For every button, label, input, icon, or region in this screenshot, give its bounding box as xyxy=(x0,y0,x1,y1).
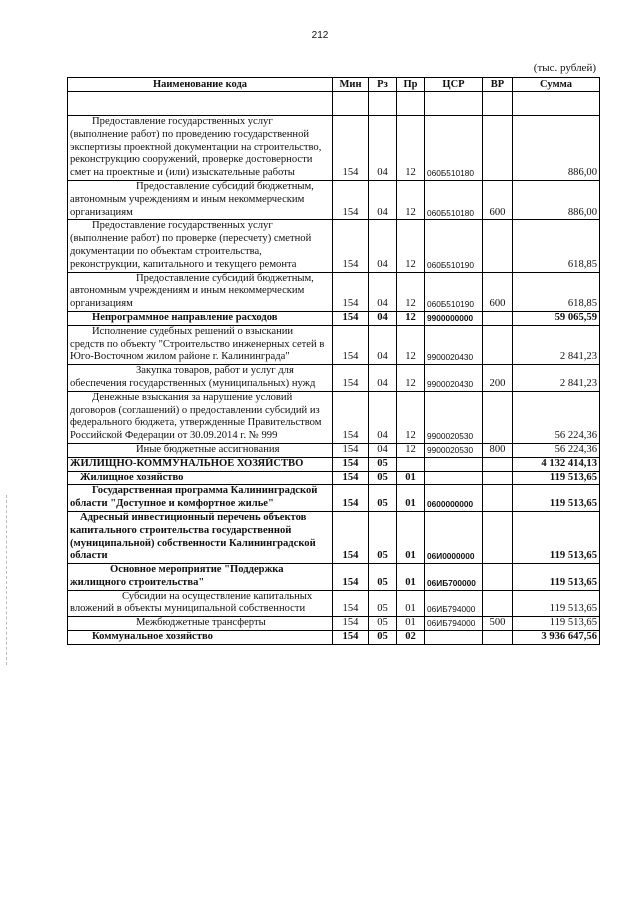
row-sum: 4 132 414,13 xyxy=(513,457,600,471)
row-sum: 56 224,36 xyxy=(513,443,600,457)
row-sum: 56 224,36 xyxy=(513,391,600,443)
row-pr: 01 xyxy=(397,590,425,617)
row-rz: 05 xyxy=(369,590,397,617)
table-row xyxy=(68,325,600,364)
table-row xyxy=(68,590,600,617)
scan-edge-marks xyxy=(6,495,9,665)
row-rz: 05 xyxy=(369,564,397,591)
table-row xyxy=(68,311,600,325)
row-vr: 500 xyxy=(483,617,513,631)
row-rz: 04 xyxy=(369,272,397,311)
row-min: 154 xyxy=(333,443,369,457)
table-row xyxy=(68,485,600,512)
row-vr xyxy=(483,564,513,591)
row-rz xyxy=(369,92,397,116)
row-csr: 060Б510180 xyxy=(425,180,483,219)
row-pr: 12 xyxy=(397,272,425,311)
row-sum: 618,85 xyxy=(513,220,600,272)
row-min: 154 xyxy=(333,471,369,485)
row-min: 154 xyxy=(333,365,369,392)
row-pr xyxy=(397,92,425,116)
row-vr: 200 xyxy=(483,365,513,392)
row-sum: 119 513,65 xyxy=(513,590,600,617)
table-row xyxy=(68,272,600,311)
row-pr: 12 xyxy=(397,116,425,181)
row-rz: 04 xyxy=(369,220,397,272)
row-min: 154 xyxy=(333,511,369,563)
row-vr xyxy=(483,511,513,563)
row-sum: 886,00 xyxy=(513,180,600,219)
row-sum: 119 513,65 xyxy=(513,617,600,631)
row-sum: 618,85 xyxy=(513,272,600,311)
row-name xyxy=(68,92,333,116)
row-csr xyxy=(425,457,483,471)
header-csr: ЦСР xyxy=(425,78,483,92)
row-rz: 05 xyxy=(369,471,397,485)
row-pr: 01 xyxy=(397,471,425,485)
row-rz: 05 xyxy=(369,511,397,563)
row-pr: 12 xyxy=(397,220,425,272)
row-csr: 060Б510190 xyxy=(425,220,483,272)
row-pr: 01 xyxy=(397,511,425,563)
row-name: ЖИЛИЩНО-КОММУНАЛЬНОЕ ХОЗЯЙСТВО xyxy=(68,457,333,471)
row-min: 154 xyxy=(333,631,369,645)
row-pr: 12 xyxy=(397,391,425,443)
row-name: Денежные взыскания за нарушение условий договоров (соглашений) о предоставлении субсидий из федерального бюджета, утвержденные Правительством Российской Федерации от 30.09.2014 г. № 999 xyxy=(68,391,333,443)
row-pr: 12 xyxy=(397,365,425,392)
table-row xyxy=(68,92,600,116)
row-name: Предоставление субсидий бюджетным, автономным учреждениям и иным некоммерческим организациям xyxy=(68,272,333,311)
table-header-row xyxy=(68,78,600,92)
row-sum: 2 841,23 xyxy=(513,365,600,392)
row-rz: 04 xyxy=(369,365,397,392)
row-sum: 119 513,65 xyxy=(513,511,600,563)
row-name: Закупка товаров, работ и услуг для обеспечения государственных (муниципальных) нужд xyxy=(68,365,333,392)
row-name: Предоставление государственных услуг (выполнение работ) по проверке (пересчету) сметной документации по объектам строительства, реконструкции, капитального и текущего ремонта xyxy=(68,220,333,272)
row-name: Жилищное хозяйство xyxy=(68,471,333,485)
row-vr xyxy=(483,457,513,471)
row-csr: 060Б510180 xyxy=(425,116,483,181)
row-name: Субсидии на осуществление капитальных вложений в объекты муниципальной собственности xyxy=(68,590,333,617)
row-min: 154 xyxy=(333,617,369,631)
row-pr: 12 xyxy=(397,443,425,457)
row-name: Государственная программа Калининградской области "Доступное и комфортное жилье" xyxy=(68,485,333,512)
row-vr: 600 xyxy=(483,272,513,311)
row-vr: 800 xyxy=(483,443,513,457)
row-vr xyxy=(483,471,513,485)
row-pr xyxy=(397,457,425,471)
row-sum: 3 936 647,56 xyxy=(513,631,600,645)
row-csr xyxy=(425,92,483,116)
row-rz: 04 xyxy=(369,311,397,325)
table-row xyxy=(68,457,600,471)
row-csr: 06ИБ794000 xyxy=(425,590,483,617)
row-csr: 06ИБ700000 xyxy=(425,564,483,591)
row-vr xyxy=(483,116,513,181)
row-pr: 12 xyxy=(397,325,425,364)
row-sum: 2 841,23 xyxy=(513,325,600,364)
header-name: Наименование кода xyxy=(68,78,333,92)
row-csr: 9900020430 xyxy=(425,325,483,364)
header-min: Мин xyxy=(333,78,369,92)
table-row xyxy=(68,365,600,392)
row-pr: 01 xyxy=(397,485,425,512)
row-csr: 9900020430 xyxy=(425,365,483,392)
row-vr xyxy=(483,631,513,645)
row-sum: 119 513,65 xyxy=(513,485,600,512)
table-row xyxy=(68,617,600,631)
row-csr: 06И0000000 xyxy=(425,511,483,563)
row-rz: 05 xyxy=(369,631,397,645)
row-sum: 886,00 xyxy=(513,116,600,181)
row-name: Иные бюджетные ассигнования xyxy=(68,443,333,457)
header-pr: Пр xyxy=(397,78,425,92)
row-rz: 05 xyxy=(369,617,397,631)
row-rz: 04 xyxy=(369,391,397,443)
row-rz: 04 xyxy=(369,116,397,181)
table-row xyxy=(68,511,600,563)
table-row xyxy=(68,391,600,443)
row-name: Предоставление субсидий бюджетным, автономным учреждениям и иным некоммерческим организациям xyxy=(68,180,333,219)
row-rz: 04 xyxy=(369,443,397,457)
row-csr xyxy=(425,631,483,645)
row-pr: 01 xyxy=(397,617,425,631)
row-name: Предоставление государственных услуг (выполнение работ) по проведению государственной экспертизы проектной документации на строительство, реконструкцию сооружений, проверке достоверности смет на проектные и (или) изыскательные работы xyxy=(68,116,333,181)
row-vr xyxy=(483,311,513,325)
row-name: Межбюджетные трансферты xyxy=(68,617,333,631)
row-rz: 05 xyxy=(369,485,397,512)
row-sum: 119 513,65 xyxy=(513,564,600,591)
row-name: Адресный инвестиционный перечень объектов капитального строительства государственной (муниципальной) собственности Калининградской области xyxy=(68,511,333,563)
row-min: 154 xyxy=(333,564,369,591)
row-sum xyxy=(513,92,600,116)
row-name: Основное мероприятие "Поддержка жилищного строительства" xyxy=(68,564,333,591)
table-row xyxy=(68,631,600,645)
row-min: 154 xyxy=(333,180,369,219)
row-vr xyxy=(483,485,513,512)
row-vr xyxy=(483,325,513,364)
row-vr xyxy=(483,391,513,443)
table-row xyxy=(68,180,600,219)
row-vr xyxy=(483,590,513,617)
row-min: 154 xyxy=(333,457,369,471)
header-vr: ВР xyxy=(483,78,513,92)
row-name: Непрограммное направление расходов xyxy=(68,311,333,325)
table-row xyxy=(68,564,600,591)
row-name: Коммунальное хозяйство xyxy=(68,631,333,645)
row-min: 154 xyxy=(333,590,369,617)
row-csr: 9900020530 xyxy=(425,391,483,443)
row-vr: 600 xyxy=(483,180,513,219)
row-min: 154 xyxy=(333,311,369,325)
row-csr: 0600000000 xyxy=(425,485,483,512)
header-rz: Рз xyxy=(369,78,397,92)
row-csr: 060Б510190 xyxy=(425,272,483,311)
row-pr: 02 xyxy=(397,631,425,645)
row-csr xyxy=(425,471,483,485)
header-sum: Сумма xyxy=(513,78,600,92)
row-min: 154 xyxy=(333,272,369,311)
row-rz: 05 xyxy=(369,457,397,471)
row-pr: 12 xyxy=(397,311,425,325)
row-csr: 9900020530 xyxy=(425,443,483,457)
row-rz: 04 xyxy=(369,180,397,219)
budget-table xyxy=(67,77,600,645)
table-row xyxy=(68,443,600,457)
row-min: 154 xyxy=(333,325,369,364)
row-min xyxy=(333,92,369,116)
row-min: 154 xyxy=(333,220,369,272)
row-min: 154 xyxy=(333,391,369,443)
row-csr: 06ИБ794000 xyxy=(425,617,483,631)
page-number: 212 xyxy=(311,30,329,41)
row-vr xyxy=(483,220,513,272)
table-row xyxy=(68,471,600,485)
table-row xyxy=(68,220,600,272)
row-vr xyxy=(483,92,513,116)
table-body xyxy=(68,92,600,645)
row-sum: 119 513,65 xyxy=(513,471,600,485)
row-pr: 01 xyxy=(397,564,425,591)
row-csr: 9900000000 xyxy=(425,311,483,325)
row-sum: 59 065,59 xyxy=(513,311,600,325)
units-label: (тыс. рублей) xyxy=(533,62,596,74)
row-min: 154 xyxy=(333,116,369,181)
row-name: Исполнение судебных решений о взыскании средств по объекту "Строительство инженерных сетей в Юго-Восточном жилом районе г. Калининграда" xyxy=(68,325,333,364)
row-min: 154 xyxy=(333,485,369,512)
table-row xyxy=(68,116,600,181)
row-rz: 04 xyxy=(369,325,397,364)
row-pr: 12 xyxy=(397,180,425,219)
